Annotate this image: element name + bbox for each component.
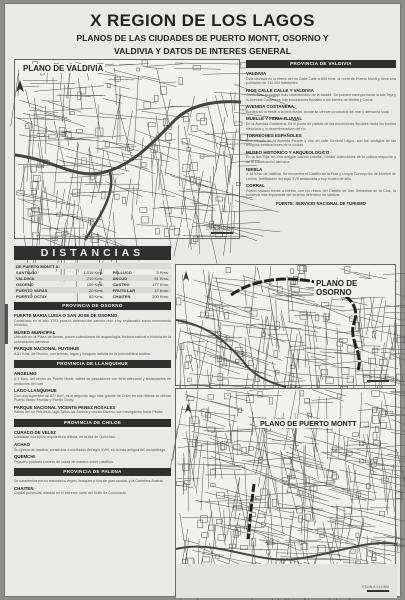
valdivia-item-title: NIEBLA (246, 166, 263, 172)
distance-table-block (14, 246, 171, 300)
province-item-title: PARQUE NACIONAL VICENTE PEREZ ROSALES (14, 404, 116, 410)
valdivia-item-title: VALDIVIA (246, 71, 267, 76)
province-item-body: Capital provincial, situada en el extremo norte del Golfo de Corcovado. (14, 491, 127, 496)
province-item-body: A 81 Kms. de Osorno, con termas, lagos y bosques nativos en la precordillera andina. (14, 351, 151, 356)
province-item-body: Construido en el año 1793 para la defensa del camino real. Hoy restaurado como monumento histórico. (14, 318, 171, 328)
distance-cell: 177 Kms. (152, 281, 169, 287)
province-section-heading: PROVINCIA DE LLANQUIHUE (14, 360, 171, 368)
province-section-heading: PROVINCIA DE PALENA (14, 468, 171, 476)
province-item-title: LAGO LLANQUIHUE (14, 388, 57, 394)
valdivia-item-body: A 18 Kms. de Valdivia. Se encuentra el Castillo de la Pura y Limpia Concepción de Monfort de Lemus, fortificación del siglo XVII restaurada y hoy museo de sitio. (246, 172, 396, 181)
destination-cell: ANCUD (111, 275, 145, 281)
valdivia-item-title: CORRAL (246, 183, 265, 189)
destination-cell: SANTIAGO (16, 269, 38, 275)
valdivia-item-body: Bordea el río frente a la feria fluvial, donde se ofrecen productos del mar y artesanía local. (246, 109, 390, 114)
province-item-body: Ubicado en la Plaza de Armas, posee colecciones de arqueología, historia natural e historia de la colonización alemana. (14, 335, 171, 344)
subtitle-line-1: PLANOS DE LAS CIUDADES DE PUERTO MONTT, OSORNO Y (76, 33, 329, 43)
destination-cell: PUERTO OCTAY (16, 294, 48, 300)
puerto-montt-scale: ESCALA 1:12.500 (362, 585, 389, 592)
osorno-scale: ESCALA 1:12.500 (362, 375, 389, 382)
osorno-map-title: PLANO DE OSORNO (314, 279, 395, 297)
province-item-body: Con una superficie de 877 Km², es el segundo lago más grande de Chile; en sus riberas se ubican Puerto Varas, Frutillar y Puerto Octay. (14, 393, 171, 403)
distance-cell: 91 Kms. (144, 275, 171, 281)
valdivia-item-title: RIOS CALLE CALLE Y VALDIVIA (246, 87, 314, 93)
valdivia-info-column (246, 56, 396, 251)
valdivia-item-title: TORREONES ESPAÑOLES (246, 133, 302, 139)
province-item-body: Localidad con típica arquitectura chilota, en la isla de Quinchao. (14, 435, 116, 440)
distance-cell: 47 Kms. (144, 287, 171, 293)
distance-table (14, 263, 171, 300)
distance-cell: 200 Kms. (152, 294, 169, 300)
destination-cell: VALDIVIA (14, 275, 75, 281)
province-item-title: ANGELMO (14, 371, 37, 377)
distance-cell: 20 Kms. (75, 287, 106, 293)
valdivia-item-title: MUELLE Y FERIA FLUVIAL (246, 116, 303, 122)
valdivia-item-title: AVENIDA COSTANERA (246, 104, 294, 110)
destination-cell: OSORNO (16, 281, 34, 287)
destination-cell: CHAITEN (112, 294, 131, 300)
distance-cell: 109 Kms. (86, 281, 104, 287)
valdivia-item-body: En la Isla Teja, en una antigua casona colonial. Exhibe colecciones de la cultura mapuche y de la colonización alemana. (246, 155, 396, 164)
puerto-montt-map-title: PLANO DE PUERTO MONTT (260, 419, 357, 428)
destination-cell: PUERTO VARAS (14, 287, 75, 293)
province-item-body: Se caracteriza por su naturaleza virgen, bosques y ríos de gran caudal, y la Carretera Austral. (14, 479, 164, 484)
province-section-heading: PROVINCIA DE OSORNO (14, 302, 171, 310)
province-section-heading: PROVINCIA DE CHILOE (14, 419, 171, 427)
province-item-title: CURACO DE VELEZ (14, 429, 56, 435)
valdivia-section-heading: PROVINCIA DE VALDIVIA (246, 60, 396, 68)
valdivia-item-body: Conforman el paisaje más característico de la ciudad. Se pueden navegar hasta la Isla Teja y la Avenida Costanera; hay excursiones fluviales a los fuertes de Niebla y Corral. (246, 93, 396, 102)
valdivia-item-body: En la Avenida Costanera. Es el punto de partida de las excursiones fluviales hacia los fuertes históricos y la desembocadura del río. (246, 121, 396, 131)
valdivia-street-grid (15, 60, 241, 240)
province-item-title: FUERTE MARIA LUISA O SAN JOSE DE OSORNO (14, 313, 118, 318)
distance-cell: 80 Kms. (89, 294, 104, 300)
province-item-title: PARQUE NACIONAL PUYEHUE (14, 346, 80, 352)
distance-cell: 1.016 Kms. (83, 269, 104, 275)
provinces-info-column (14, 298, 171, 598)
distance-cell: 210 Kms. (75, 275, 106, 281)
province-item-title: MUSEO MUNICIPAL (14, 329, 56, 335)
valdivia-item-body: Uno situado en la Avenida Picarte y otro en calle General Lagos, son los vestigios de las antiguas fortificaciones de la ciudad. (246, 138, 396, 148)
province-item-body: Saltos del río Petrohué, lago Todos los Santos y volcán Osorno, con navegación hacia Peulla. (14, 410, 164, 415)
destination-cell: PELLUCO (112, 269, 132, 275)
source-credit: FUENTE: SERVICIO NACIONAL DE TURISMO (276, 200, 366, 206)
province-item-body: A 3 Kms. del centro de Puerto Montt, caleta de pescadores con feria artesanal y restaurantes de productos del mar. (14, 376, 171, 386)
page-title: X REGION DE LOS LAGOS (90, 11, 315, 30)
distance-cell: 5 Kms. (156, 269, 169, 275)
distance-table-title: DISTANCIAS (14, 246, 171, 260)
province-item-body: Pequeño poblado costero de casas de madera sobre palafitos. (14, 459, 114, 464)
page-header (5, 11, 400, 57)
destination-cell: DE PUERTO MONTT A: (14, 263, 75, 269)
valdivia-item-body: Puerto situado frente a Niebla, con los restos del Castillo de San Sebastián de la Cruz, la fortaleza más importante del sistema defensivo de Valdivia. (246, 188, 396, 198)
destination-cell: CASTRO (112, 281, 130, 287)
north-arrow-icon (15, 80, 25, 94)
valdivia-scale: ESCALA 1:10.000 (206, 227, 233, 234)
destination-cell: FRUTILLAR (111, 287, 145, 293)
subtitle-line-2: VALDIVIA Y DATOS DE INTERES GENERAL (114, 46, 291, 56)
north-arrow-icon (184, 403, 192, 414)
valdivia-map-title: PLANO DE VALDIVIA (23, 64, 104, 73)
valdivia-item-title: MUSEO HISTORICO Y ARQUEOLOGICO (246, 149, 330, 155)
osorno-map[interactable] (175, 264, 396, 386)
tourist-map-sheet (4, 3, 401, 597)
valdivia-item-body: Está ubicada en la ribera del río Calle Calle a 839 Kms. al norte de Puerto Montt y tiene una población de 110.000 habitantes. (246, 76, 396, 86)
province-item-title: ACHAO (14, 442, 31, 448)
puerto-montt-map[interactable] (175, 388, 396, 597)
fold-tab (5, 304, 8, 344)
province-item-title: QUEMCHI (14, 454, 35, 460)
north-arrow-icon (182, 271, 190, 282)
province-item-body: Su iglesia de madera, construida a mediados del siglo XVIII, es la más antigua del archipiélago. (14, 447, 167, 452)
province-item-title: CHAITEN (14, 485, 34, 491)
valdivia-map[interactable] (14, 59, 240, 239)
